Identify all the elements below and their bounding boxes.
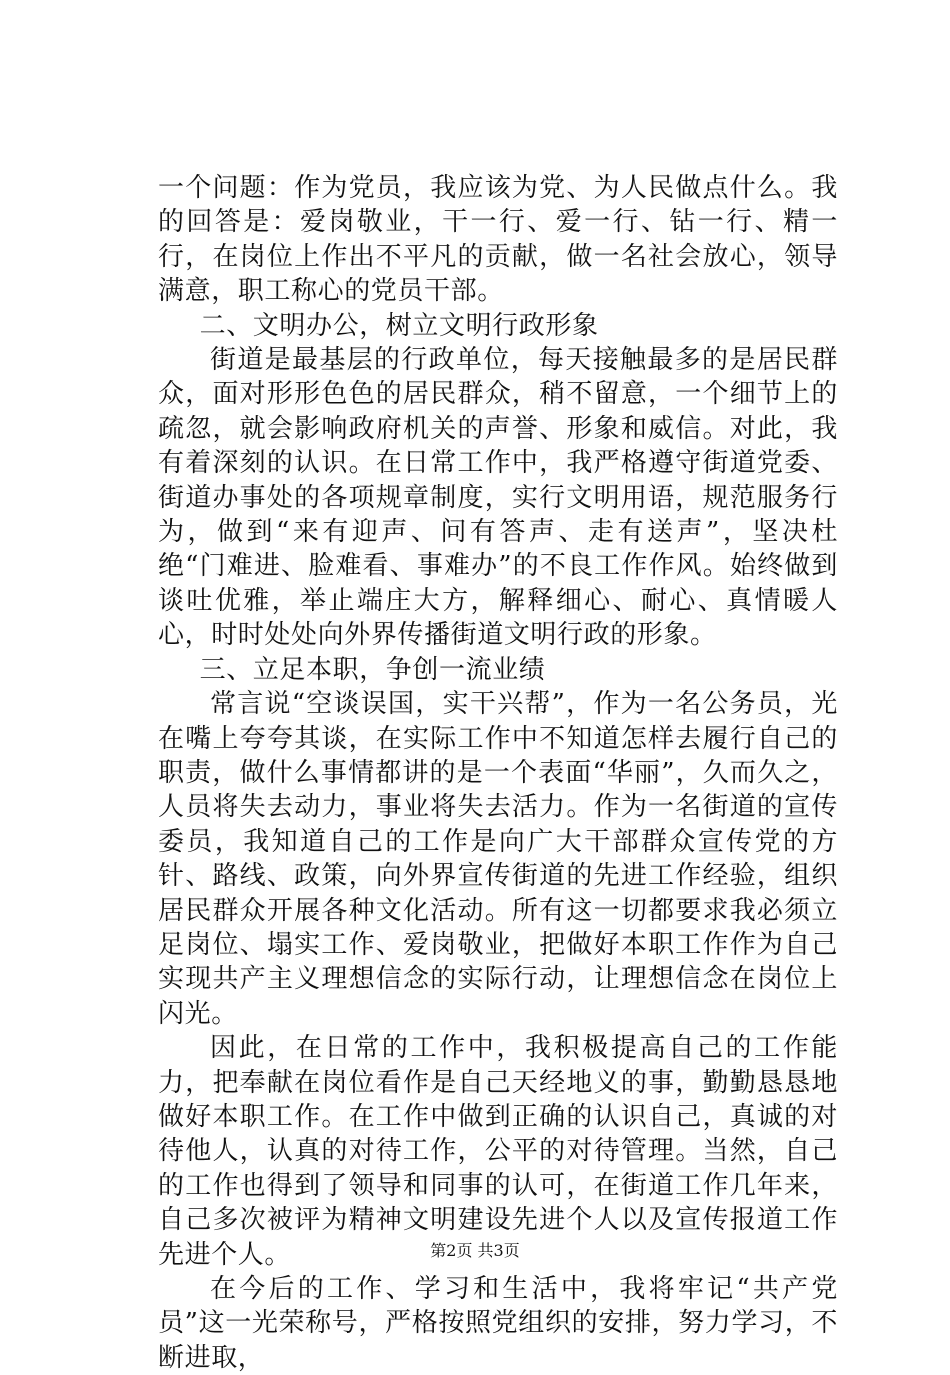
paragraph-duty: 常言说“空谈误国，实干兴帮”，作为一名公务员，光在嘴上夸夸其谈，在实际工作中不知道怎样去履行自己的职责，做什么事情都讲的是一个表面“华丽”，久而久之，人员将失去动力，事业将失去活力。作为一名街道的宣传委员，我知道自己的工作是向广大干部群众宣传党的方针、路线、政策，向外界宣传街道的先进工作经验，组织居民群众开展各种文化活动。所有这一切都要求我必须立足岗位、塌实工作、爱岗敬业，把做好本职工作作为自己实现共产主义理想信念的实际行动，让理想信念在岗位上闪光。 xyxy=(158,689,839,1029)
section-heading-3: 三、立足本职，争创一流业绩 xyxy=(199,654,546,685)
page-number-footer: 第2页 共3页 xyxy=(430,1241,520,1260)
paragraph-civil-office: 街道是最基层的行政单位，每天接触最多的是居民群众，面对形形色色的居民群众，稍不留意，一个细节上的疏忽，就会影响政府机关的声誉、形象和威信。对此，我有着深刻的认识。在日常工作中，我严格遵守街道党委、街道办事处的各项规章制度，实行文明用语，规范服务行为，做到“来有迎声、问有答声、走有送声”，坚决杜绝“门难进、脸难看、事难办”的不良工作作风。始终做到谈吐优雅，举止端庄大方，解释细心、耐心、真情暖人心，时时处处向外界传播街道文明行政的形象。 xyxy=(158,345,838,651)
paragraph-future: 在今后的工作、学习和生活中，我将牢记“共产党员”这一光荣称号，严格按照党组织的安排，努力学习，不断进取， xyxy=(158,1274,838,1373)
document-body xyxy=(158,171,838,1375)
section-heading-2: 二、文明办公，树立文明行政形象 xyxy=(199,310,599,341)
paragraph-continuation: 一个问题：作为党员，我应该为党、为人民做点什么。我的回答是：爱岗敬业，干一行、爱一行、钻一行、精一行，在岗位上作出不平凡的贡献，做一名社会放心，领导满意，职工称心的党员干部。 xyxy=(158,173,838,307)
paragraph-daily-work: 因此，在日常的工作中，我积极提高自己的工作能力，把奉献在岗位看作是自己天经地义的事，勤勤恳恳地做好本职工作。在工作中做到正确的认识自己，真诚的对待他人，认真的对待工作，公平的对待管理。当然，自己的工作也得到了领导和同事的认可，在街道工作几年来，自己多次被评为精神文明建设先进个人以及宣传报道工作先进个人。 xyxy=(158,1033,838,1270)
